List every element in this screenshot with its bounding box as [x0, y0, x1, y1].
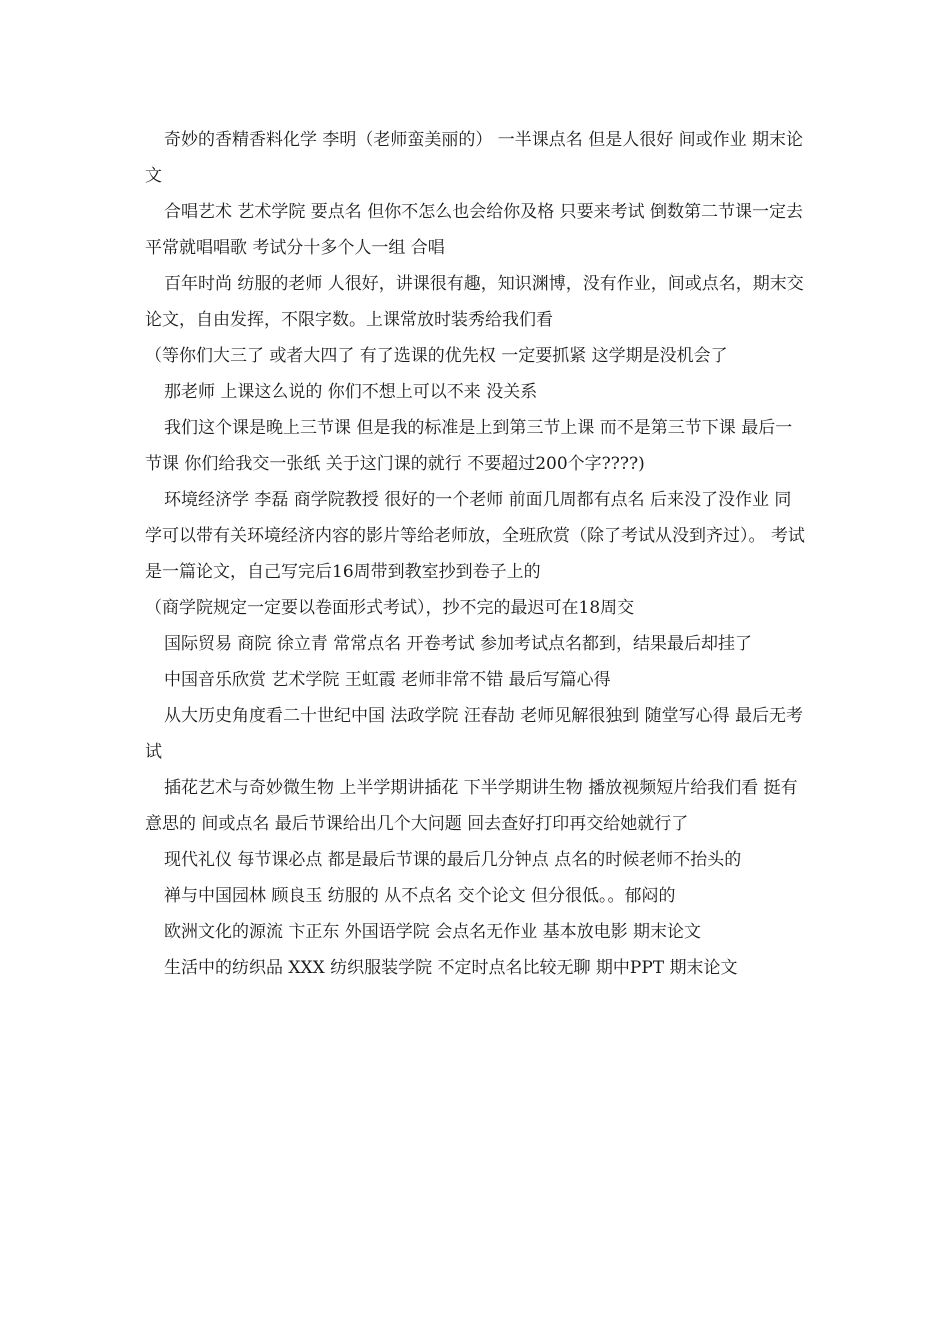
paragraph-evening-class: 我们这个课是晚上三节课 但是我的标准是上到第三节上课 而不是第三节下课 最后一节课 你们给我交一张纸 关于这门课的就行 不要超过200个字????): [145, 418, 793, 474]
paragraph-textiles-in-life: 生活中的纺织品 XXX 纺织服装学院 不定时点名比较无聊 期中PPT 期末论文: [164, 958, 738, 978]
paragraph-european-culture: 欧洲文化的源流 卞正东 外国语学院 会点名无作业 基本放电影 期末论文: [164, 922, 702, 942]
paragraph-chinese-music: 中国音乐欣赏 艺术学院 王虹霞 老师非常不错 最后写篇心得: [164, 670, 611, 690]
paragraph-century-fashion: 百年时尚 纺服的老师 人很好，讲课很有趣，知识渊博，没有作业，间或点名，期末交论文，自由发挥，不限字数。上课常放时装秀给我们看: [145, 274, 804, 330]
paragraph-international-trade: 国际贸易 商院 徐立青 常常点名 开卷考试 参加考试点名都到，结果最后却挂了: [164, 634, 753, 654]
paragraph-choral-art: 合唱艺术 艺术学院 要点名 但你不怎么也会给你及格 只要来考试 倒数第二节课一定去 平常就唱唱歌 考试分十多个人一组 合唱: [145, 202, 804, 258]
paragraph-aromatic-chemistry: 奇妙的香精香料化学 李明（老师蛮美丽的） 一半课点名 但是人很好 间或作业 期末论文: [145, 130, 804, 186]
document-page: [145, 122, 807, 986]
paragraph-environmental-economics: 环境经济学 李磊 商学院教授 很好的一个老师 前面几周都有点名 后来没了没作业 同学可以带有关环境经济内容的影片等给老师放，全班欣赏（除了考试从没到齐过）。 考试是一篇论文，自己写完后16周带到教室抄到卷子上的: [145, 490, 805, 582]
paragraph-teacher-quote: 那老师 上课这么说的 你们不想上可以不来 没关系: [164, 382, 538, 402]
paragraph-course-selection-note: （等你们大三了 或者大四了 有了选课的优先权 一定要抓紧 这学期是没机会了: [145, 346, 728, 366]
paragraph-flower-arranging: 插花艺术与奇妙微生物 上半学期讲插花 下半学期讲生物 播放视频短片给我们看 挺有意思的 间或点名 最后节课给出几个大问题 回去查好打印再交给她就行了: [145, 778, 798, 834]
paragraph-modern-etiquette: 现代礼仪 每节课必点 都是最后节课的最后几分钟点 点名的时候老师不抬头的: [164, 850, 742, 870]
paragraph-zen-gardens: 禅与中国园林 顾良玉 纺服的 从不点名 交个论文 但分很低。。郁闷的: [164, 886, 676, 906]
paragraph-exam-rule: （商学院规定一定要以卷面形式考试），抄不完的最迟可在18周交: [145, 598, 635, 618]
paragraph-20th-century-china: 从大历史角度看二十世纪中国 法政学院 汪春劼 老师见解很独到 随堂写心得 最后无考试: [145, 706, 804, 762]
